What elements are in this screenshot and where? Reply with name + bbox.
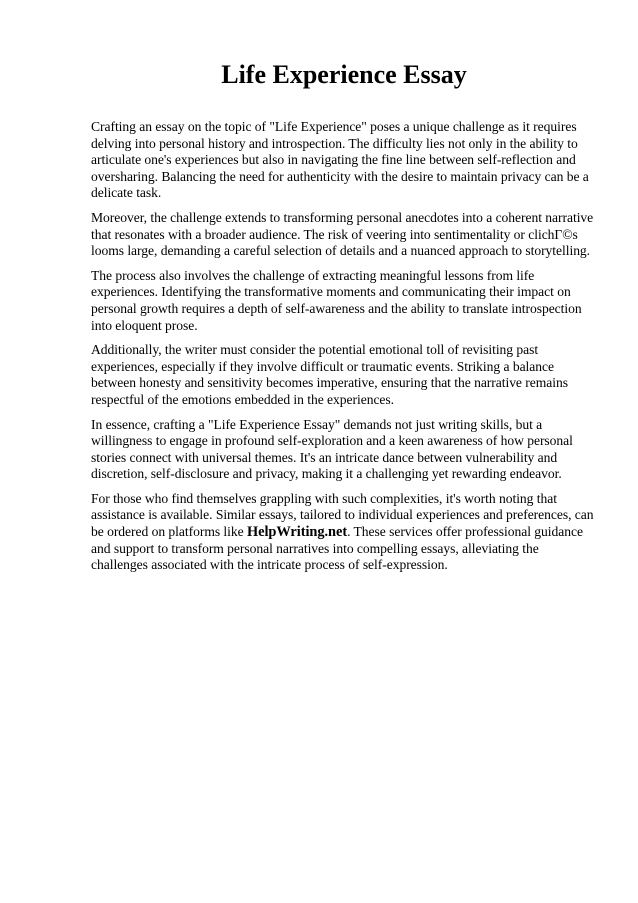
paragraph-6 [91, 491, 597, 574]
paragraph-3: The process also involves the challenge of extracting meaningful lessons from life experiences. Identifying the transformative moments and communicating their impact on personal growth requires a depth of self-awareness and the ability to translate introspection into eloquent prose. [91, 267, 582, 333]
document-title: Life Experience Essay [221, 60, 467, 89]
paragraph-6-text-after-link: . These services offer professional guidance and support to transform personal narratives into compelling essays, alleviating the challenges associated with the intricate process of self-expression. [91, 524, 583, 573]
paragraph-2: Moreover, the challenge extends to transforming personal anecdotes into a coherent narrative that resonates with a broader audience. The risk of veering into sentimentality or clichΓ©s looms large, demanding a careful selection of details and a nuanced approach to storytelling. [91, 209, 594, 259]
paragraph-5: In essence, crafting a "Life Experience Essay" demands not just writing skills, but a willingness to engage in profound self-exploration and a keen awareness of how personal stories connect with universal themes. It's an intricate dance between vulnerability and discretion, self-disclosure and privacy, making it a challenging yet rewarding endeavor. [91, 416, 573, 482]
helpwriting-link[interactable]: HelpWriting.net [246, 524, 348, 541]
document-page [91, 58, 597, 582]
paragraph-4: Additionally, the writer must consider the potential emotional toll of revisiting past experiences, especially if they involve difficult or traumatic events. Striking a balance between honesty and sensitivity becomes imperative, ensuring that the narrative remains respectful of the emotions embedded in the experiences. [91, 342, 568, 407]
paragraph-6-text-before-link: For those who find themselves grappling with such complexities, it's worth noting that assistance is available. Similar essays, tailored to individual experiences and preferences, can be ordered on platforms like [91, 490, 594, 540]
paragraph-1: Crafting an essay on the topic of "Life Experience" poses a unique challenge as it requires delving into personal history and introspection. The difficulty lies not only in the ability to articulate one's experiences but also in navigating the fine line between self-reflection and oversharing. Balancing the need for authenticity with the desire to maintain privacy can be a delicate task. [91, 119, 589, 201]
